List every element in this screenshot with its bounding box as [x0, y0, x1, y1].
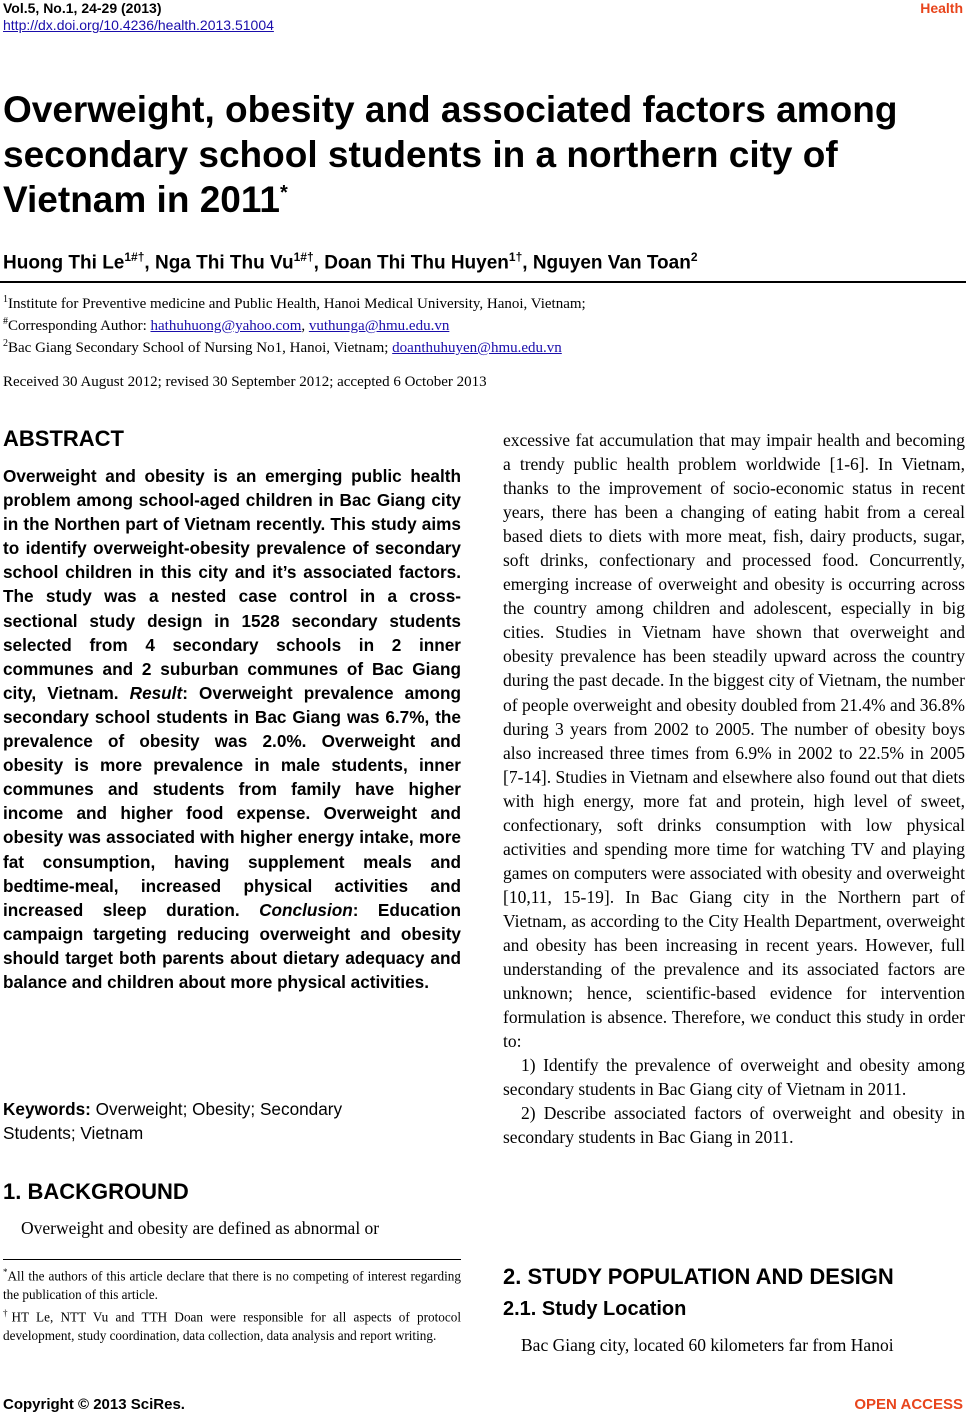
keywords-text: Overweight; Obesity; Secondary Students; Vietnam	[3, 1099, 343, 1143]
abstract-text: Overweight and obesity is an emerging public health problem among school-aged children in Bac Giang city in the Northen part of Vietnam recently. This study aims to identify overweight-obesity prevalence of secondary school children in this city and it’s associated factors. The study was a nested case control in a cross-sectional study design in 1528 secondary students selected from 4 secondary schools in 2 inner communes and 2 suburban communes of Bac Giang city, Vietnam.	[3, 466, 461, 703]
journal-name: Health	[920, 0, 963, 16]
email-link[interactable]: vuthunga@hmu.edu.vn	[308, 318, 450, 334]
body-paragraph: excessive fat accumulation that may impair health and becoming a trendy public health problem worldwide [1-6]. In Vietnam, thanks to the improvement of socio-economic status in recent years, there has been a changing of eating habit from a cereal based diets to diets with more meat, fish, dairy products, sugar, soft drinks, confectionary and processed food. Concurrently, emerging increase of overweight and obesity is occurring across the country among children and adolescent, especially in big cities. Studies in Vietnam have shown that overweight and obesity prevalence has been steadily upward across the country during the past decade. In the biggest city of Vietnam, the number of people overweight and obesity doubled from 21.4% and 36.8% during 3 years from 2002 to 2005. The number of obesity boys also increased three times from 6.9% in 2002 to 22.5% in 2005 [7-14]. Studies in Vietnam and elsewhere also found out that diets with high energy, more fat and protein, high level of sweet, confectionary, soft drinks consumption with low physical activities and spending more time for watching TV and playing games on computers were associated with obesity and overweight [10,11, 15-19]. In Bac Giang city in the Northern part of Vietnam, as according to the City Health Department, overweight and obesity has been increasing in recent years. However, full understanding of the prevalence and its associated factors are unknown; hence, scientific-based evidence for intervention formulation is absence. Therefore, we conduct this study in order to:	[503, 430, 965, 1052]
author-list: Huong Thi $Le^{1\#\dagger}$, Nga Thi Thu $Vu^{1\#\dagger}$, Doan Thi Thu Huyen$^{1\dagger}$, Nguyen Van Toan$^2$	[3, 250, 698, 274]
doi-link[interactable]: http://dx.doi.org/10.4236/health.2013.51004	[3, 17, 274, 33]
footnote-2	[3, 1304, 461, 1345]
footnote-sup: *	[3, 1267, 8, 1277]
body-paragraph: 1) Identify the prevalence of overweight and obesity among secondary students in Bac Giang city of Vietnam in 2011.	[503, 1055, 965, 1100]
copyright: Copyright © 2013 SciRes.	[3, 1396, 185, 1413]
author-sup: 2	[690, 250, 698, 264]
email-link[interactable]: hathuhuong@yahoo.com	[150, 318, 302, 334]
footnote-sup: †	[3, 1308, 12, 1319]
abstract-text: : Education campaign targeting reducing overweight and obesity should target both parents about dietary adequacy and balance and children about more physical activities.	[3, 899, 461, 992]
email-link[interactable]: doanthuhuyen@hmu.edu.vn	[392, 340, 562, 356]
affiliation-sup: 1	[3, 294, 8, 305]
author-name: Nga Thi Thu Vu	[154, 252, 294, 274]
received-dates: Received 30 August 2012; revised 30 September 2012; accepted 6 October 2013	[3, 374, 487, 390]
affiliation-2	[3, 333, 562, 359]
section-text: Bac Giang city, located 60 kilometers far from Hanoi	[521, 1335, 894, 1355]
corresponding-sup: #	[3, 316, 8, 327]
paper-title-text: Overweight, obesity and associated factors among secondary school students in a northern city of Vietnam in 2011	[3, 89, 898, 220]
footnote-1	[3, 1263, 461, 1304]
affiliation-sup: 2	[3, 338, 8, 349]
abstract-heading: ABSTRACT	[3, 426, 124, 451]
author-sup: 1†	[508, 250, 523, 264]
footnote-text: All the authors of this article declare that there is no competing of interest regarding the publication of this article.	[3, 1268, 461, 1302]
author-name: Nguyen Van Toan	[532, 252, 691, 274]
footnote-text: HT Le, NTT Vu and TTH Doan were responsible for all aspects of protocol development, study coordination, data collection, data analysis and report writing.	[3, 1309, 461, 1344]
author-sup: 1#†	[293, 250, 314, 264]
abstract-result-label: Result	[129, 682, 183, 703]
keywords-label: Keywords:	[3, 1099, 91, 1119]
footnote-divider	[3, 1259, 461, 1260]
section-text: Overweight and obesity are defined as abnormal or	[21, 1218, 380, 1238]
body-text	[503, 428, 965, 1149]
email-separator: ,	[301, 318, 309, 334]
footnotes	[3, 1263, 461, 1346]
keywords	[3, 1097, 413, 1145]
section-heading: 2. STUDY POPULATION AND DESIGN	[503, 1264, 894, 1289]
section-heading: 1. BACKGROUND	[3, 1179, 189, 1204]
journal-volume: Vol.5, No.1, 24-29 (2013)	[3, 0, 162, 16]
paper-title	[3, 87, 953, 222]
abstract-conclusion-label: Conclusion	[259, 899, 353, 920]
author-name: Doan Thi Thu Huyen	[324, 252, 509, 274]
author-name: Huong Thi Le	[3, 252, 125, 274]
open-access-label: OPEN ACCESS	[854, 1396, 963, 1413]
affiliation-text: Bac Giang Secondary School of Nursing No1, Hanoi, Vietnam;	[8, 340, 393, 356]
abstract-body	[3, 464, 461, 994]
author-sup: 1#†	[124, 250, 145, 264]
subsection-heading: 2.1. Study Location	[503, 1298, 687, 1320]
affiliation-text: Institute for Preventive medicine and Public Health, Hanoi Medical University, Hanoi, Vietnam;	[8, 296, 586, 312]
title-divider	[0, 281, 966, 283]
corresponding-label: Corresponding Author:	[8, 318, 151, 334]
title-footnote-marker: *	[279, 182, 288, 204]
abstract-text: : Overweight prevalence among secondary school students in Bac Giang was 6.7%, the prevalence of obesity was 2.0%. Overweight and obesity is more prevalence in male students, inner communes and students from family have higher income and higher food expense. Overweight and obesity was associated with higher energy intake, more fat consumption, having supplement meals and bedtime-meal, increased physical activities and increased sleep duration.	[3, 682, 461, 920]
body-paragraph: 2) Describe associated factors of overweight and obesity in secondary students in Bac Giang in 2011.	[503, 1103, 965, 1148]
